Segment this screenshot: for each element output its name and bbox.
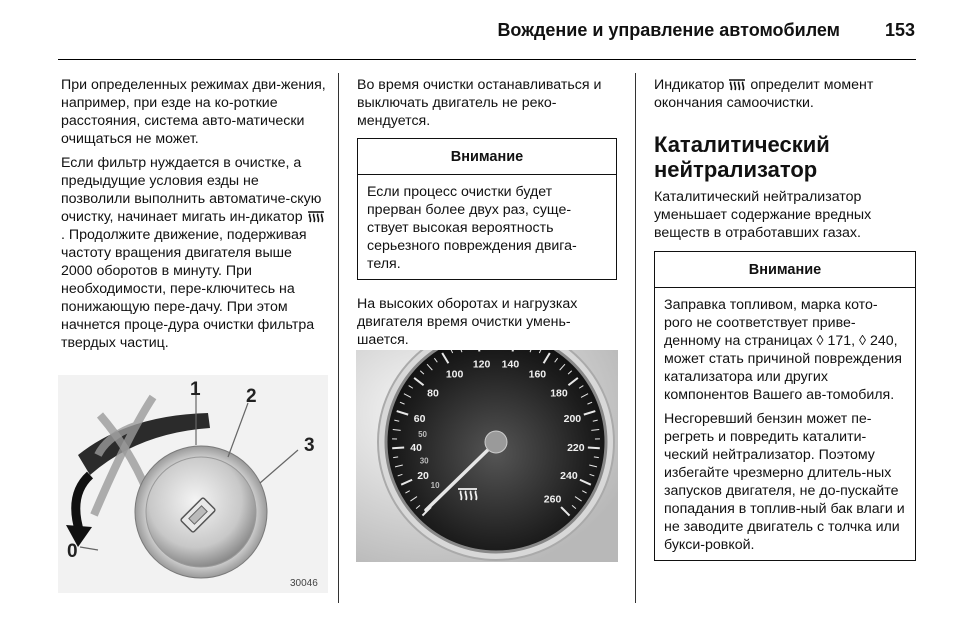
warning-paragraph-1: Заправка топливом, марка кото-рого не соответствует приве-денному на страницах ◊ 171, ◊ 240, может стать причиной повреждения катализатора или других компонентов Вашего ав-томобиля.: [664, 297, 902, 403]
column-3: [654, 76, 916, 561]
dial-label: 140: [501, 358, 520, 371]
dial-label: 40: [410, 441, 422, 454]
column-2: [357, 76, 617, 355]
column-divider-2: [635, 73, 636, 603]
dial-label: 30: [419, 456, 429, 466]
particulate-filter-icon: [307, 209, 325, 223]
warning-title: Внимание: [358, 139, 616, 175]
dial-label: 180: [550, 387, 568, 400]
particulate-filter-icon: [728, 77, 746, 91]
dial-label: 260: [543, 493, 562, 506]
ignition-switch-figure: [58, 375, 328, 593]
section-heading: Каталитический нейтрализатор: [654, 132, 830, 182]
col1-paragraph-2: Если фильтр нуждается в очистке, а предыдущие условия езды не позволили выполнить автоматиче-скую очистку, начинает мигать ин-дикатор . Продолжите движение, подерживая частоту вращения двигателя выше 2000 оборотов в минуту. При необходимости, пере-ключитесь на понижающую пере-дачу. При этом начнется проце-дура очистки фильтра твердых частиц.: [61, 154, 327, 352]
callout-1: 1: [190, 379, 201, 400]
col2-paragraph-1: Во время очистки останавливаться и выключать двигатель не реко-мендуется.: [357, 77, 602, 129]
warning-box-1: [357, 138, 617, 280]
col1-paragraph-1: При определенных режимах дви-жения, например, при езде на ко-роткие расстояния, система авто-матически очищаться не может.: [61, 77, 326, 147]
dial-label: 50: [418, 430, 427, 440]
needle-hub: [485, 431, 507, 453]
warning-body: [655, 288, 915, 560]
dial-label: 100: [445, 368, 464, 381]
figure-number: 30046: [290, 578, 318, 589]
speedometer-figure: [356, 350, 618, 562]
col2-paragraph-2: На высоких оборотах и нагрузках двигателя время очистки умень-шается.: [357, 296, 578, 348]
warning-box-2: [654, 251, 916, 561]
dial-label: 240: [560, 469, 578, 482]
col3-paragraph-1: Индикатор определит момент окончания самоочистки.: [654, 77, 874, 111]
page-number: 153: [884, 20, 915, 40]
column-1: [61, 76, 327, 358]
callout-3: 3: [304, 435, 315, 456]
col3-paragraph-2: Каталитический нейтрализатор уменьшает содержание вредных веществ в отработавших газах.: [654, 189, 872, 241]
column-divider-1: [338, 73, 339, 603]
warning-paragraph-2: Несгоревший бензин может пе-регреть и повредить каталити-ческий нейтрализатор. Поэтому избегайте чрезмерно длитель-ных запусков двигателя, не до-пускайте попадания в топлив-ный бак влаги и не заводите двигатель с толчка или букси-ровкой.: [664, 411, 905, 553]
dial-label: 120: [472, 358, 491, 371]
dial-label: 60: [413, 413, 426, 426]
dial-label: 220: [567, 441, 585, 454]
dial-label: 80: [427, 387, 439, 400]
dial-tick: [588, 448, 600, 449]
header-rule: [58, 59, 916, 60]
callout-2: 2: [246, 386, 257, 407]
dial-label: 200: [563, 413, 582, 426]
callout-0: 0: [67, 541, 78, 562]
warning-title: Внимание: [655, 252, 915, 288]
running-header-title: Вождение и управление автомобилем: [497, 20, 840, 40]
dial-label: 20: [417, 469, 429, 482]
warning-body: Если процесс очистки будет прерван более двух раз, суще-ствует высокая вероятность серьезного повреждения двига-теля.: [367, 184, 577, 272]
dial-label: 10: [430, 481, 440, 491]
dial-tick: [392, 448, 404, 449]
dial-label: 160: [528, 368, 547, 381]
